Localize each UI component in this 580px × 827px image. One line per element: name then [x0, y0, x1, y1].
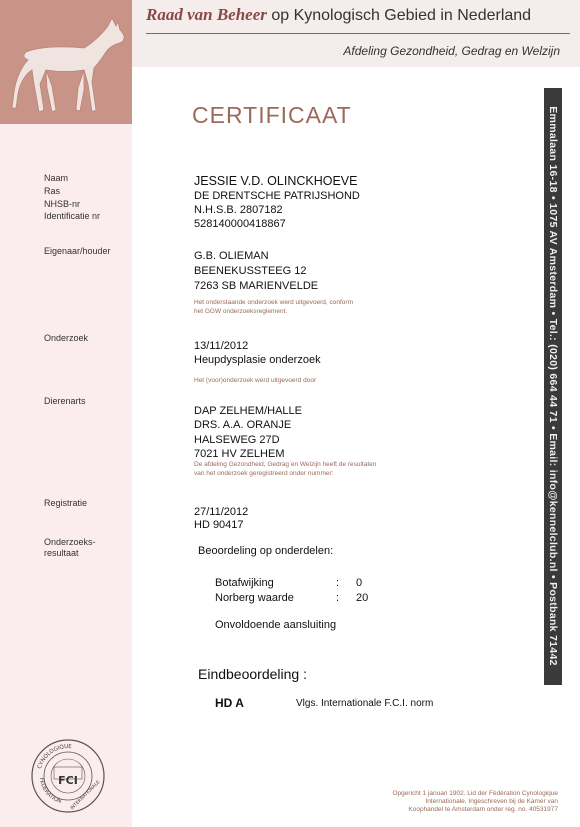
final-grade: HD A	[215, 696, 244, 710]
logo-panel	[0, 0, 132, 124]
score-sep-botafwijking: :	[336, 577, 340, 589]
label-ras: Ras	[44, 186, 61, 196]
label-resultaat-line2: resultaat	[44, 548, 79, 558]
label-eigenaar: Eigenaar/houder	[44, 246, 111, 256]
note-vet: Het (voor)onderzoek werd uitgevoerd door	[194, 377, 317, 384]
result-remark: Onvoldoende aansluiting	[215, 619, 337, 631]
note-onderzoek-line2: het GGW onderzoeksreglement.	[194, 308, 288, 315]
certificate-title: CERTIFICAAT	[192, 102, 352, 128]
vet-line4: 7021 HV ZELHEM	[194, 448, 285, 460]
owner-city: 7263 SB MARIENVELDE	[194, 280, 319, 292]
note-registratie-line1: De afdeling Gezondheid, Gedrag en Welzijn heeft de resultaten	[194, 461, 377, 468]
label-naam: Naam	[44, 173, 69, 183]
label-onderzoek: Onderzoek	[44, 333, 89, 343]
score-sep-norberg: :	[336, 592, 340, 604]
left-label-column	[0, 124, 132, 827]
footer-legal	[393, 790, 559, 814]
vet-line3: HALSEWEG 27D	[194, 434, 280, 446]
registration-number: HD 90417	[194, 519, 244, 531]
dog-name: JESSIE V.D. OLINCKHOEVE	[194, 174, 358, 188]
score-label-norberg: Norberg waarde	[215, 592, 294, 604]
score-label-botafwijking: Botafwijking	[215, 577, 274, 589]
organisation-brand: Raad van Beheer	[146, 5, 267, 24]
note-registratie-line2: van het onderzoek geregistreerd onder nummer:	[194, 470, 334, 477]
footer-line3: Koophandel te Amsterdam onder reg. no. 40531977	[408, 806, 558, 813]
greyhound-dog-icon	[6, 12, 128, 120]
department-name: Afdeling Gezondheid, Gedrag en Welzijn	[343, 44, 560, 58]
dog-chip: 528140000418867	[194, 218, 286, 230]
score-value-norberg: 20	[356, 592, 369, 604]
label-dierenarts: Dierenarts	[44, 396, 86, 406]
vet-line2: DRS. A.A. ORANJE	[194, 419, 292, 431]
exam-type: Heupdysplasie onderzoek	[194, 354, 321, 366]
final-assessment-label: Eindbeoordeling :	[198, 666, 307, 682]
owner-name: G.B. OLIEMAN	[194, 250, 269, 262]
footer-line1: Opgericht 1 januari 1902. Lid der Fédération Cynologique	[392, 790, 558, 797]
owner-street: BEENEKUSSTEEG 12	[194, 265, 307, 277]
dog-breed: DE DRENTSCHE PATRIJSHOND	[194, 190, 360, 202]
label-identificatie: Identificatie nr	[44, 211, 101, 221]
exam-date: 13/11/2012	[194, 340, 249, 352]
fci-ring-left: FEDERATION	[38, 777, 63, 806]
label-registratie: Registratie	[44, 498, 88, 508]
fci-ring-right: INTERNATIONALE	[70, 780, 102, 812]
note-onderzoek-line1: Het onderstaande onderzoek werd uitgevoerd, conform	[194, 299, 353, 306]
title-divider	[146, 33, 570, 34]
label-resultaat-line1: Onderzoeks-	[44, 537, 96, 547]
final-norm: Vlgs. Internationale F.C.I. norm	[296, 698, 434, 709]
contact-sidebar-text: Emmalaan 16-18 • 1075 AV Amsterdam • Tel.: (020) 664 44 71 • Email: info@kennelclub.nl • Postbank 71442	[547, 106, 559, 666]
footer-line2: Internationale. Ingeschreven bij de Kamer van	[425, 798, 558, 805]
organisation-title	[146, 5, 531, 25]
result-intro: Beoordeling op onderdelen:	[198, 545, 334, 557]
score-value-botafwijking: 0	[356, 577, 363, 589]
registration-date: 27/11/2012	[194, 506, 249, 518]
fci-seal	[30, 738, 106, 814]
vet-line1: DAP ZELHEM/HALLE	[194, 405, 303, 417]
fci-ring-top: CYNOLOGIQUE	[37, 743, 72, 770]
fci-center-text: FCI	[58, 774, 78, 787]
organisation-subtitle: op Kynologisch Gebied in Nederland	[271, 7, 532, 24]
dog-nhsb: N.H.S.B. 2807182	[194, 204, 283, 216]
label-nhsb: NHSB-nr	[44, 199, 81, 209]
